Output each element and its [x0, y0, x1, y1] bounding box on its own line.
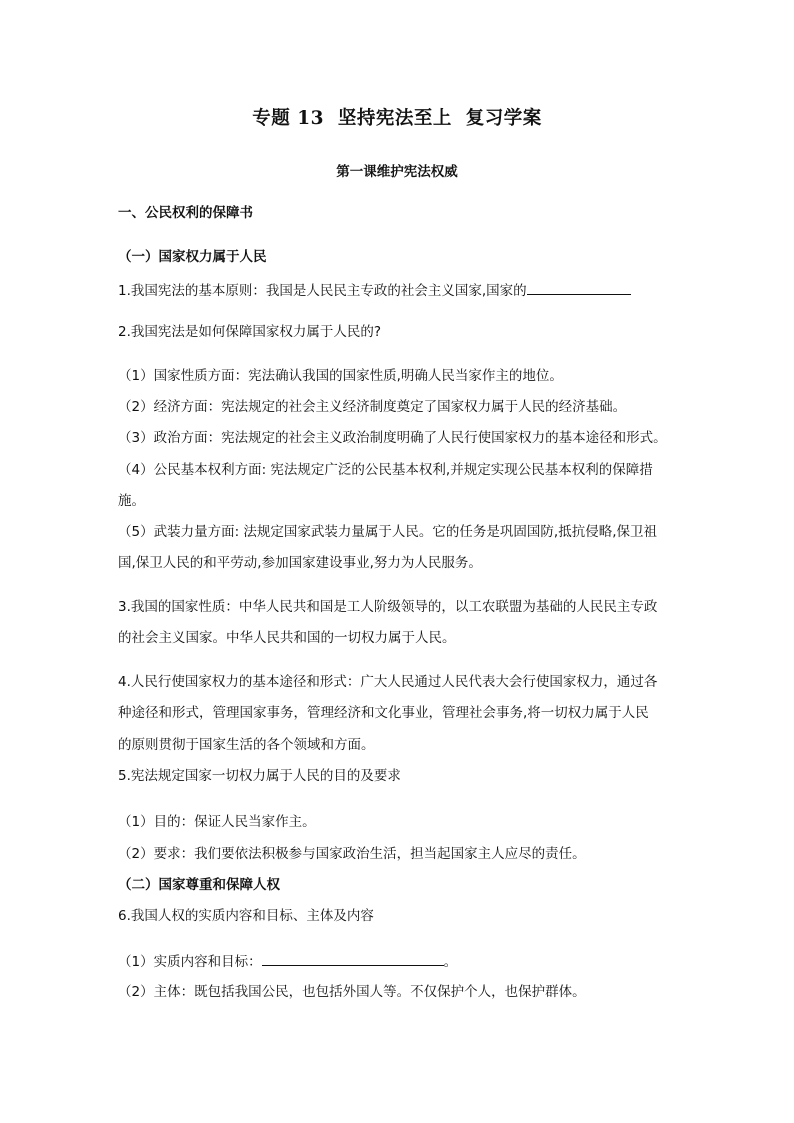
fill-in-blank [527, 280, 631, 295]
fill-in-blank [262, 951, 444, 966]
lesson-subtitle: 第一课维护宪法权威 [336, 164, 458, 180]
item-2-5-cont: 国,保卫人民的和平劳动,参加国家建设事业,努力为人民服务。 [118, 555, 482, 571]
item-1-text: 1.我国宪法的基本原则：我国是人民民主专政的社会主义国家,国家的 [118, 283, 527, 299]
subsection-heading: （二）国家尊重和保障人权 [118, 877, 280, 893]
item-6-1-end: 。 [443, 954, 458, 970]
item-4: 4.人民行使国家权力的基本途径和形式：广大人民通过人民代表大会行使国家权力，通过各 [118, 674, 658, 690]
item-2-3: （3）政治方面：宪法规定的社会主义政治制度明确了人民行使国家权力的基本途径和形式。 [118, 430, 667, 446]
item-3-cont: 的社会主义国家。中华人民共和国的一切权力属于人民。 [118, 630, 456, 646]
item-6: 6.我国人权的实质内容和目标、主体及内容 [118, 908, 374, 924]
item-5-1: （1）目的：保证人民当家作主。 [118, 814, 316, 830]
subsection-heading: （一）国家权力属于人民 [118, 249, 267, 265]
item-6-2: （2）主体：既包括我国公民，也包括外国人等。不仅保护个人，也保护群体。 [118, 984, 586, 1000]
item-4-cont-2: 的原则贯彻于国家生活的各个领域和方面。 [118, 737, 375, 753]
item-4-cont-1: 种途径和形式，管理国家事务，管理经济和文化事业，管理社会事务,将一切权力属于人民 [118, 705, 649, 721]
item-2-4: （4）公民基本权利方面: 宪法规定广泛的公民基本权利,并规定实现公民基本权利的保障措 [118, 462, 653, 478]
item-5: 5.宪法规定国家一切权力属于人民的目的及要求 [118, 768, 401, 784]
section-heading: 一、公民权利的保障书 [118, 205, 253, 221]
item-2-4-cont: 施。 [118, 493, 145, 509]
item-3: 3.我国的国家性质：中华人民共和国是工人阶级领导的，以工农联盟为基础的人民民主专政 [118, 599, 658, 615]
item-6-1 [118, 951, 457, 971]
item-6-1-text: （1）实质内容和目标： [118, 954, 262, 970]
item-2-5: （5）武装力量方面: 法规定国家武装力量属于人民。它的任务是巩固国防,抵抗侵略,保卫祖 [118, 524, 658, 540]
item-2-2: （2）经济方面：宪法规定的社会主义经济制度奠定了国家权力属于人民的经济基础。 [118, 399, 627, 415]
document-title: 专题 13 坚持宪法至上 复习学案 [252, 108, 542, 129]
item-2-1: （1）国家性质方面：宪法确认我国的国家性质,明确人民当家作主的地位。 [118, 368, 563, 384]
item-1 [118, 280, 631, 300]
item-2: 2.我国宪法是如何保障国家权力属于人民的? [118, 324, 382, 340]
item-5-2: （2）要求：我们要依法积极参与国家政治生活，担当起国家主人应尽的责任。 [118, 846, 586, 862]
